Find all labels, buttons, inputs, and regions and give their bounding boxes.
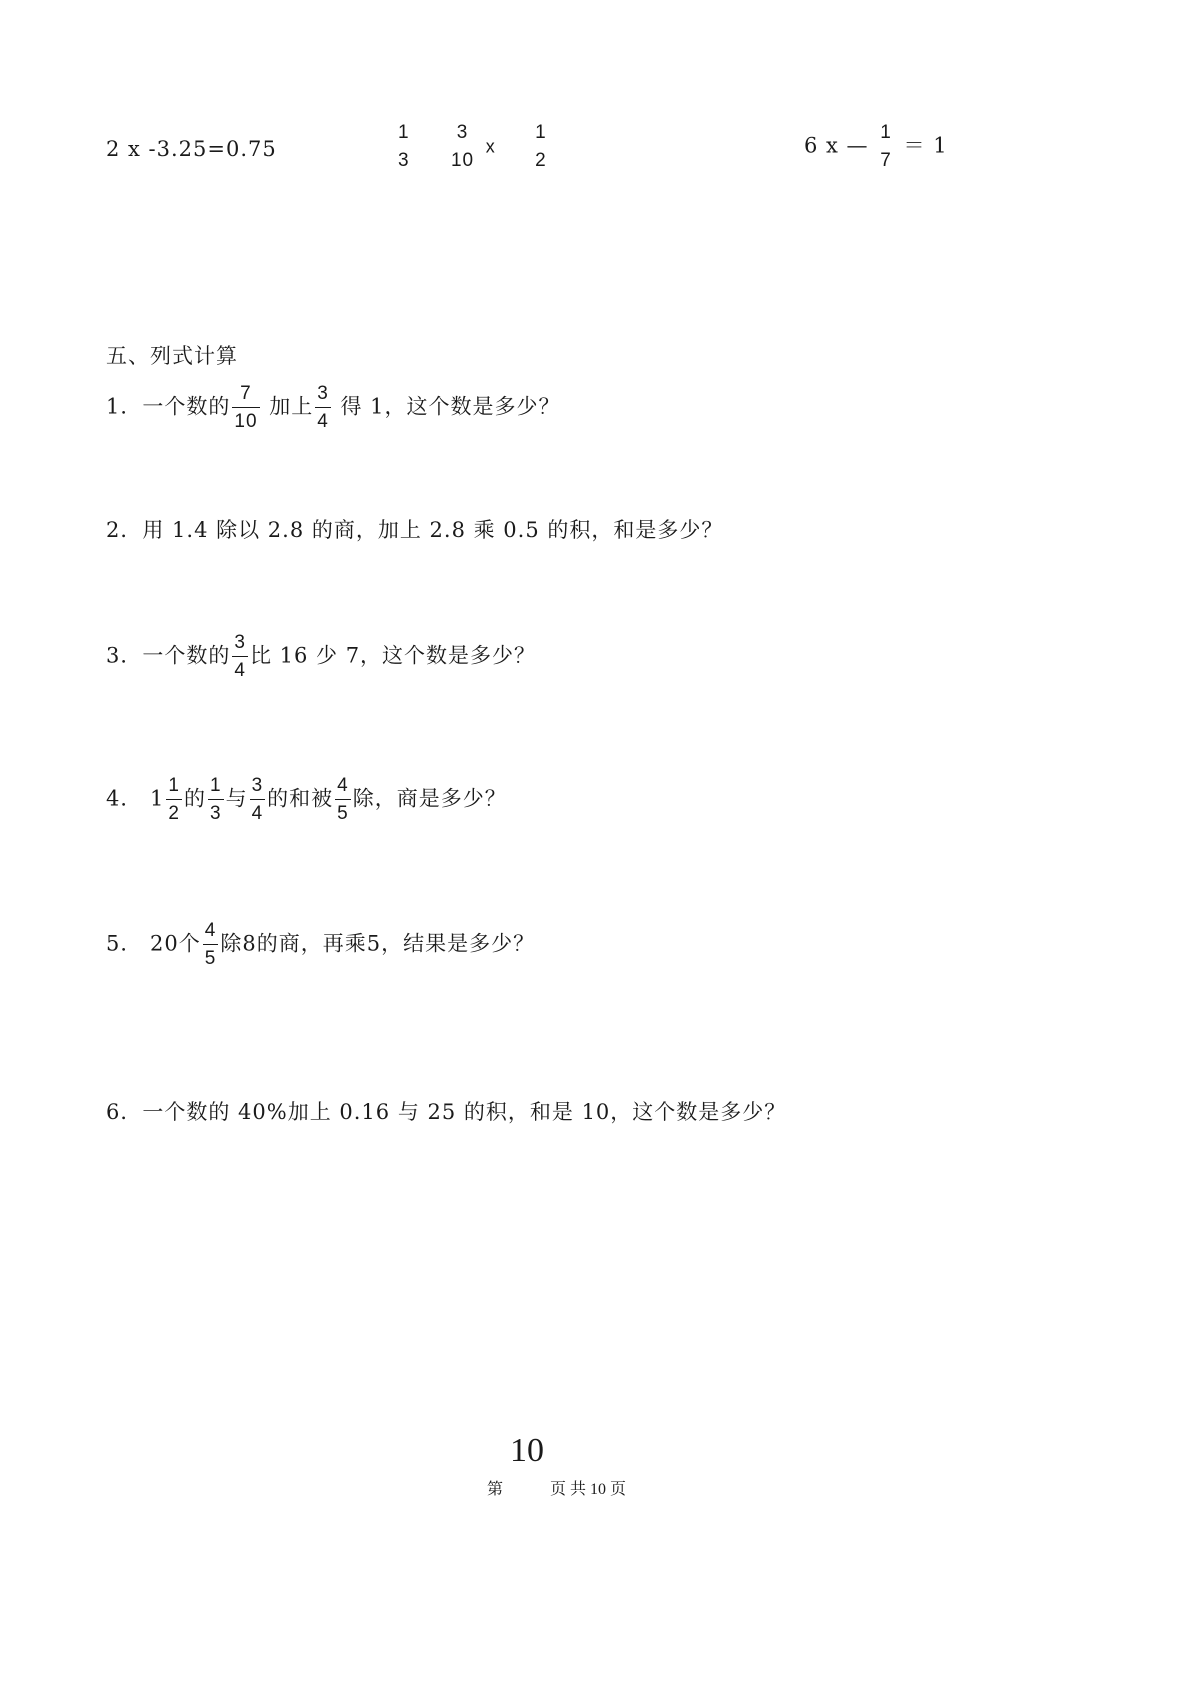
fraction: $\frac{4}{5}$ — [204, 920, 217, 969]
fraction: 3 10 — [450, 122, 475, 171]
problem-3: 3．一个数的 $\frac{3}{4}$ 比 16 少 7，这个数是多少？ — [106, 632, 537, 681]
problem-1: 1．一个数的 $\frac{7}{10}$ 加上 $\frac{3}{4}$ 得 1，这个数是多少？ — [106, 383, 561, 432]
fraction: $\frac{1}{3}$ — [209, 775, 222, 824]
equation-2: 1 3 3 10 x 1 2 — [398, 122, 547, 171]
equation-3: 6 x — 1 7 ＝ 1 — [804, 122, 948, 171]
problem-5: 5． 20个 $\frac{4}{5}$ 除8的商，再乘5，结果是多少？ — [106, 920, 536, 969]
fraction: $\frac{1}{2}$ — [168, 775, 180, 824]
fraction: $\frac{7}{10}$ — [234, 383, 258, 432]
problem-4: 4． 1 $\frac{1}{2}$ 的 $\frac{1}{3}$ 与 $\frac{3}{4}$ 的和被 $\frac{4}{5}$ 除，商是多少？ — [106, 775, 507, 824]
fraction: $\frac{4}{5}$ — [337, 775, 349, 824]
section-title: 五、列式计算 — [106, 344, 238, 368]
equation-1: 2 x -3.25=0.75 — [106, 137, 277, 161]
fraction: $\frac{3}{4}$ — [234, 632, 246, 681]
page-footer-suffix: 页 共 10 页 — [550, 1481, 627, 1498]
problem-6: 6．一个数的 40%加上 0.16 与 25 的积，和是 10，这个数是多少？ — [106, 1100, 787, 1124]
fraction: $\frac{3}{4}$ — [317, 383, 329, 432]
page-footer-prefix: 第 — [487, 1481, 504, 1498]
fraction: $\frac{3}{4}$ — [251, 775, 264, 824]
fraction: 1 7 — [880, 122, 892, 171]
fraction: 1 2 — [535, 122, 547, 171]
page-number: 10 — [510, 1432, 544, 1469]
problem-2: 2．用 1.4 除以 2.8 的商，加上 2.8 乘 0.5 的积，和是多少？ — [106, 518, 724, 542]
fraction: 1 3 — [398, 122, 410, 171]
